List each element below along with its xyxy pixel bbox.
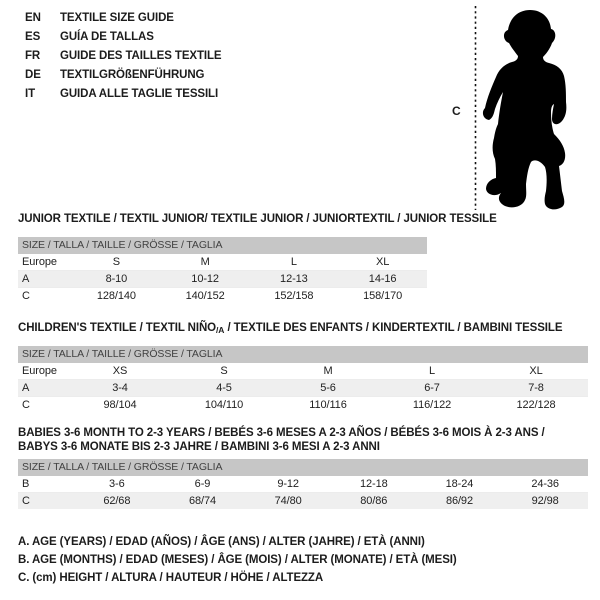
table-cell: 92/98 bbox=[502, 493, 588, 510]
table-cell: 68/74 bbox=[160, 493, 246, 510]
footnote-b: B. AGE (MONTHS) / EDAD (MESES) / ÂGE (MOIS) / ALTER (MONATE) / ETÀ (MESI) bbox=[18, 554, 457, 566]
table-cell: 7-8 bbox=[484, 380, 588, 397]
size-header-bar: SIZE / TALLA / TAILLE / GRÖSSE / TAGLIA bbox=[18, 237, 427, 254]
row-label: Europe bbox=[18, 363, 68, 380]
toddler-figure bbox=[450, 2, 580, 214]
children-title-text: CHILDREN'S TEXTILE / TEXTIL NIÑO bbox=[18, 322, 217, 334]
children-table-title bbox=[18, 321, 588, 337]
language-code: EN bbox=[25, 12, 41, 24]
table-cell: S bbox=[72, 254, 161, 271]
table-cell: 158/170 bbox=[363, 290, 403, 302]
table-cell: 3-4 bbox=[68, 380, 172, 397]
table-cell: 62/68 bbox=[74, 493, 160, 510]
table-cell: 6-7 bbox=[380, 380, 484, 397]
language-row-es bbox=[25, 28, 222, 47]
junior-textile-section bbox=[18, 212, 497, 304]
table-cell: L bbox=[250, 254, 339, 271]
table-cell: XL bbox=[484, 363, 588, 380]
table-row bbox=[18, 363, 588, 380]
table-row bbox=[18, 380, 588, 397]
babies-table-title-line2: BABYS 3-6 MONATE BIS 2-3 JAHRE / BAMBINI 3-6 MESI A 2-3 ANNI bbox=[18, 441, 380, 453]
table-cell: 8-10 bbox=[72, 271, 161, 288]
table-cell: 6-9 bbox=[160, 476, 246, 493]
table-row bbox=[18, 397, 588, 414]
table-cell: M bbox=[161, 254, 250, 271]
table-cell: S bbox=[172, 363, 276, 380]
size-header-bar: SIZE / TALLA / TAILLE / GRÖSSE / TAGLIA bbox=[18, 459, 588, 476]
table-cell: 14-16 bbox=[338, 271, 427, 288]
table-cell: 5-6 bbox=[276, 380, 380, 397]
legend-footnotes bbox=[18, 533, 457, 587]
language-row-it bbox=[25, 85, 222, 104]
language-title: GUIDA ALLE TAGLIE TESSILI bbox=[60, 88, 219, 100]
language-code: DE bbox=[25, 69, 41, 81]
children-title-subscript: /A bbox=[216, 325, 225, 335]
table-cell: XL bbox=[338, 254, 427, 271]
table-cell: 116/122 bbox=[412, 399, 452, 411]
language-list bbox=[25, 9, 222, 104]
table-cell: 74/80 bbox=[245, 493, 331, 510]
language-code: FR bbox=[25, 50, 41, 62]
table-cell: 122/128 bbox=[516, 399, 556, 411]
junior-table-title: JUNIOR TEXTILE / TEXTIL JUNIOR/ TEXTILE JUNIOR / JUNIORTEXTIL / JUNIOR TESSILE bbox=[18, 213, 497, 225]
table-row bbox=[18, 476, 588, 493]
table-cell: 140/152 bbox=[185, 290, 225, 302]
table-cell: 4-5 bbox=[172, 380, 276, 397]
language-code: ES bbox=[25, 31, 41, 43]
language-code: IT bbox=[25, 88, 36, 100]
table-cell: 12-13 bbox=[250, 271, 339, 288]
language-title: GUIDE DES TAILLES TEXTILE bbox=[60, 50, 222, 62]
row-label: C bbox=[18, 493, 74, 510]
children-textile-section bbox=[18, 321, 588, 413]
table-cell: 80/86 bbox=[331, 493, 417, 510]
table-cell: 86/92 bbox=[417, 493, 503, 510]
babies-table-title-line1: BABIES 3-6 MONTH TO 2-3 YEARS / BEBÉS 3-6 MESES A 2-3 AÑOS / BÉBÉS 3-6 MOIS À 2-3 ANS / bbox=[18, 427, 545, 439]
table-row bbox=[18, 271, 427, 288]
footnote-c: C. (cm) HEIGHT / ALTURA / HAUTEUR / HÖHE / ALTEZZA bbox=[18, 572, 324, 584]
table-cell: 12-18 bbox=[331, 476, 417, 493]
table-cell: 3-6 bbox=[74, 476, 160, 493]
table-cell: 152/158 bbox=[274, 290, 314, 302]
language-title: GUÍA DE TALLAS bbox=[60, 31, 154, 43]
table-cell: 110/116 bbox=[309, 399, 347, 411]
table-cell: 24-36 bbox=[502, 476, 588, 493]
language-row-de bbox=[25, 66, 222, 85]
table-cell: L bbox=[380, 363, 484, 380]
table-row bbox=[18, 288, 427, 305]
children-title-text: / TEXTILE DES ENFANTS / KINDERTEXTIL / BAMBINI TESSILE bbox=[224, 322, 563, 334]
row-label: C bbox=[22, 290, 30, 302]
size-header-bar: SIZE / TALLA / TAILLE / GRÖSSE / TAGLIA bbox=[18, 346, 588, 363]
row-label: C bbox=[22, 399, 30, 411]
row-label: B bbox=[18, 476, 74, 493]
table-row bbox=[18, 254, 427, 271]
height-marker-label: C bbox=[452, 104, 461, 118]
row-label: A bbox=[18, 380, 68, 397]
junior-size-table bbox=[18, 254, 427, 304]
table-cell: 128/140 bbox=[96, 290, 136, 302]
children-size-table bbox=[18, 363, 588, 413]
toddler-figure-svg bbox=[450, 2, 580, 214]
language-row-fr bbox=[25, 47, 222, 66]
language-title: TEXTILGRÖßENFÜHRUNG bbox=[60, 69, 205, 81]
language-row-en bbox=[25, 9, 222, 28]
toddler-silhouette-icon bbox=[483, 10, 566, 209]
table-cell: 98/104 bbox=[103, 399, 137, 411]
table-cell: 18-24 bbox=[417, 476, 503, 493]
table-cell: M bbox=[276, 363, 380, 380]
table-cell: 104/110 bbox=[204, 399, 244, 411]
babies-size-table bbox=[18, 476, 588, 509]
babies-textile-section bbox=[18, 426, 588, 509]
table-cell: 9-12 bbox=[245, 476, 331, 493]
table-cell: 10-12 bbox=[161, 271, 250, 288]
row-label: A bbox=[18, 271, 72, 288]
table-row bbox=[18, 493, 588, 510]
row-label: Europe bbox=[18, 254, 72, 271]
table-cell: XS bbox=[68, 363, 172, 380]
language-title: TEXTILE SIZE GUIDE bbox=[60, 12, 174, 24]
footnote-a: A. AGE (YEARS) / EDAD (AÑOS) / ÂGE (ANS) / ALTER (JAHRE) / ETÀ (ANNI) bbox=[18, 536, 425, 548]
